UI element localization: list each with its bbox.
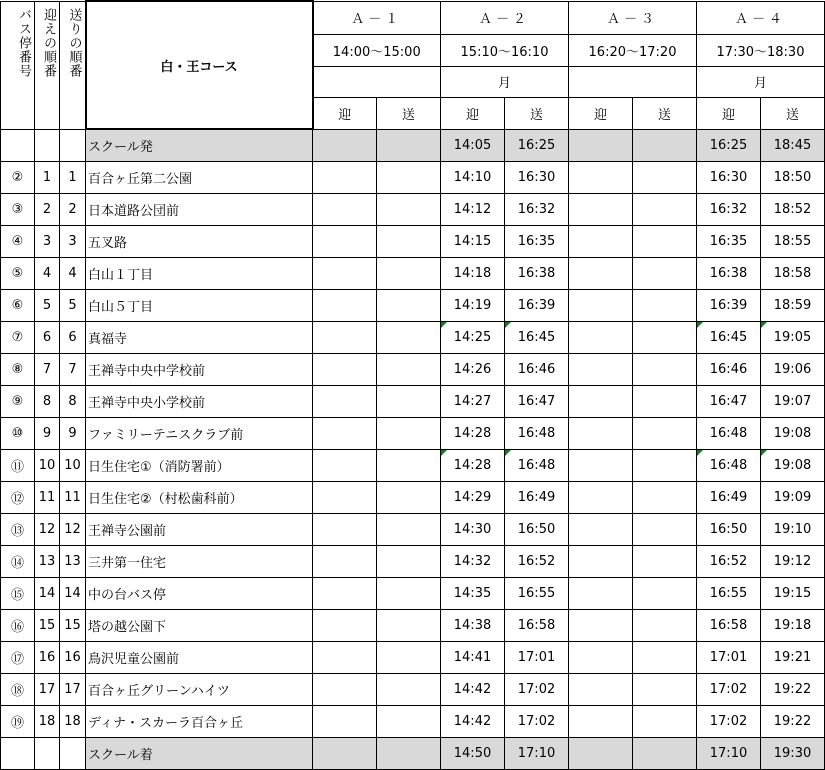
time-cell	[569, 609, 633, 641]
time-cell	[633, 513, 697, 545]
drop-order	[60, 737, 86, 769]
slot-a1-days	[313, 66, 441, 97]
stop-row	[1, 161, 825, 193]
time-cell	[633, 193, 697, 225]
slot-a3-pickup-label: 迎	[569, 97, 633, 129]
pickup-order: 16	[35, 641, 60, 673]
slot-a3-drop-label: 送	[633, 97, 697, 129]
time-cell	[377, 641, 441, 673]
time-cell: 16:55	[505, 577, 569, 609]
time-cell: 19:18	[761, 609, 825, 641]
time-cell: 16:50	[697, 513, 761, 545]
time-cell: 17:10	[505, 737, 569, 769]
time-cell: 14:25	[441, 321, 505, 353]
time-cell	[377, 449, 441, 481]
stop-row	[1, 513, 825, 545]
time-cell	[569, 737, 633, 769]
stop-row	[1, 225, 825, 257]
time-cell: 19:09	[761, 481, 825, 513]
time-cell: 19:07	[761, 385, 825, 417]
time-cell	[569, 193, 633, 225]
time-cell	[313, 737, 377, 769]
time-cell	[633, 673, 697, 705]
drop-order: 4	[60, 257, 86, 289]
time-cell	[377, 257, 441, 289]
time-cell	[633, 417, 697, 449]
bus-stop-number: ④	[1, 225, 35, 257]
pickup-order: 10	[35, 449, 60, 481]
time-cell	[313, 513, 377, 545]
pickup-order: 3	[35, 225, 60, 257]
slot-a4-time: 17:30～18:30	[697, 34, 825, 66]
bus-stop-number: ⑦	[1, 321, 35, 353]
bus-stop-number: ⑤	[1, 257, 35, 289]
time-cell: 18:52	[761, 193, 825, 225]
time-cell	[569, 449, 633, 481]
time-cell: 14:42	[441, 705, 505, 737]
time-cell: 16:47	[505, 385, 569, 417]
bus-stop-number: ⑩	[1, 417, 35, 449]
stop-name: 真福寺	[86, 321, 313, 353]
time-cell	[377, 705, 441, 737]
time-cell: 19:08	[761, 417, 825, 449]
slot-a3-name: Ａ－３	[569, 1, 697, 34]
time-cell	[569, 417, 633, 449]
time-cell	[633, 609, 697, 641]
time-cell	[313, 353, 377, 385]
time-cell	[377, 289, 441, 321]
time-cell	[633, 385, 697, 417]
time-cell: 19:08	[761, 449, 825, 481]
stop-row	[1, 129, 825, 161]
bus-stop-number: ⑫	[1, 481, 35, 513]
time-cell	[377, 161, 441, 193]
stop-name: 日本道路公団前	[86, 193, 313, 225]
bus-stop-number-header: バス停番号	[1, 1, 35, 129]
time-cell	[313, 193, 377, 225]
time-cell	[633, 129, 697, 161]
slot-a3-time: 16:20～17:20	[569, 34, 697, 66]
time-cell: 16:50	[505, 513, 569, 545]
time-cell: 16:38	[505, 257, 569, 289]
course-title: 白・王コース	[86, 1, 313, 129]
time-cell: 16:47	[697, 385, 761, 417]
bus-stop-number: ⑧	[1, 353, 35, 385]
stop-row	[1, 545, 825, 577]
time-cell	[569, 225, 633, 257]
time-cell	[377, 513, 441, 545]
time-cell: 14:28	[441, 449, 505, 481]
pickup-order: 4	[35, 257, 60, 289]
bus-stop-number	[1, 129, 35, 161]
time-cell	[633, 481, 697, 513]
time-cell: 18:55	[761, 225, 825, 257]
bus-stop-number	[1, 737, 35, 769]
time-cell: 17:10	[697, 737, 761, 769]
time-cell: 19:22	[761, 705, 825, 737]
time-cell	[377, 673, 441, 705]
stop-name: 白山１丁目	[86, 257, 313, 289]
drop-order: 10	[60, 449, 86, 481]
stop-row	[1, 481, 825, 513]
time-cell	[313, 385, 377, 417]
stop-name: 王禅寺中央小学校前	[86, 385, 313, 417]
stop-name: ファミリーテニスクラブ前	[86, 417, 313, 449]
time-cell: 14:12	[441, 193, 505, 225]
time-cell: 16:45	[697, 321, 761, 353]
slot-a2-name: Ａ－２	[441, 1, 569, 34]
time-cell: 16:32	[505, 193, 569, 225]
time-cell: 18:59	[761, 289, 825, 321]
stop-row	[1, 417, 825, 449]
pickup-order: 14	[35, 577, 60, 609]
time-cell	[313, 257, 377, 289]
time-cell	[569, 673, 633, 705]
time-cell	[313, 705, 377, 737]
time-cell	[569, 129, 633, 161]
time-cell	[377, 545, 441, 577]
time-cell: 16:52	[505, 545, 569, 577]
time-cell	[633, 225, 697, 257]
stop-name: 三井第一住宅	[86, 545, 313, 577]
time-cell: 17:01	[697, 641, 761, 673]
time-cell: 16:48	[697, 449, 761, 481]
stop-row	[1, 737, 825, 769]
bus-stop-number: ⑱	[1, 673, 35, 705]
stop-name: 鳥沢児童公園前	[86, 641, 313, 673]
time-cell: 16:35	[505, 225, 569, 257]
drop-order: 8	[60, 385, 86, 417]
time-cell: 16:30	[697, 161, 761, 193]
time-cell: 14:30	[441, 513, 505, 545]
time-cell	[313, 641, 377, 673]
stop-row	[1, 577, 825, 609]
drop-order: 15	[60, 609, 86, 641]
time-cell	[377, 609, 441, 641]
pickup-order: 18	[35, 705, 60, 737]
stop-name: 白山５丁目	[86, 289, 313, 321]
time-cell	[313, 577, 377, 609]
bus-stop-number: ⑰	[1, 641, 35, 673]
time-cell	[377, 225, 441, 257]
stop-name: 塔の越公園下	[86, 609, 313, 641]
pickup-order: 1	[35, 161, 60, 193]
time-cell	[633, 449, 697, 481]
drop-order: 1	[60, 161, 86, 193]
stop-name: 中の台バス停	[86, 577, 313, 609]
drop-order: 16	[60, 641, 86, 673]
time-cell	[313, 481, 377, 513]
slot-a2-pickup-label: 迎	[441, 97, 505, 129]
time-cell: 14:05	[441, 129, 505, 161]
time-cell	[569, 385, 633, 417]
time-cell: 19:30	[761, 737, 825, 769]
stop-name: 五叉路	[86, 225, 313, 257]
stop-row	[1, 353, 825, 385]
time-cell	[313, 609, 377, 641]
pickup-order: 9	[35, 417, 60, 449]
time-cell	[569, 705, 633, 737]
pickup-order-header: 迎えの順番	[35, 1, 60, 129]
pickup-order: 17	[35, 673, 60, 705]
stop-row	[1, 449, 825, 481]
time-cell	[569, 289, 633, 321]
stop-row	[1, 609, 825, 641]
pickup-order: 12	[35, 513, 60, 545]
header-rows	[1, 1, 825, 129]
time-cell: 16:35	[697, 225, 761, 257]
time-cell	[313, 417, 377, 449]
stop-row	[1, 385, 825, 417]
pickup-order: 5	[35, 289, 60, 321]
time-cell: 16:39	[505, 289, 569, 321]
time-cell	[313, 673, 377, 705]
time-cell: 16:45	[505, 321, 569, 353]
drop-order-header: 送りの順番	[60, 1, 86, 129]
pickup-order: 7	[35, 353, 60, 385]
stop-row	[1, 321, 825, 353]
time-cell	[313, 225, 377, 257]
time-cell	[633, 737, 697, 769]
time-cell	[633, 161, 697, 193]
time-cell: 16:25	[697, 129, 761, 161]
drop-order: 12	[60, 513, 86, 545]
time-cell	[377, 353, 441, 385]
slot-a1-time: 14:00～15:00	[313, 34, 441, 66]
slot-a4-pickup-label: 迎	[697, 97, 761, 129]
time-cell: 16:48	[505, 449, 569, 481]
bus-stop-number: ⑮	[1, 577, 35, 609]
stop-name: 百合ヶ丘グリーンハイツ	[86, 673, 313, 705]
drop-order: 17	[60, 673, 86, 705]
time-cell	[377, 129, 441, 161]
time-cell: 14:27	[441, 385, 505, 417]
drop-order: 13	[60, 545, 86, 577]
pickup-order: 8	[35, 385, 60, 417]
time-cell	[377, 193, 441, 225]
time-cell: 16:48	[505, 417, 569, 449]
pickup-order: 11	[35, 481, 60, 513]
time-cell: 17:01	[505, 641, 569, 673]
time-cell	[377, 481, 441, 513]
bus-stop-number: ⑥	[1, 289, 35, 321]
stop-row	[1, 673, 825, 705]
time-cell	[569, 321, 633, 353]
time-cell	[313, 161, 377, 193]
drop-order: 2	[60, 193, 86, 225]
time-cell	[633, 289, 697, 321]
bus-stop-number: ⑪	[1, 449, 35, 481]
bus-stop-number: ②	[1, 161, 35, 193]
time-cell	[633, 577, 697, 609]
time-cell: 14:29	[441, 481, 505, 513]
time-cell	[569, 257, 633, 289]
bus-stop-number: ⑬	[1, 513, 35, 545]
pickup-order	[35, 737, 60, 769]
pickup-order: 15	[35, 609, 60, 641]
time-cell: 14:42	[441, 673, 505, 705]
time-cell: 16:39	[697, 289, 761, 321]
bus-stop-number: ③	[1, 193, 35, 225]
time-cell: 17:02	[505, 705, 569, 737]
bus-stop-number: ⑲	[1, 705, 35, 737]
time-cell: 19:10	[761, 513, 825, 545]
stop-row	[1, 257, 825, 289]
time-cell	[633, 321, 697, 353]
pickup-order: 13	[35, 545, 60, 577]
stop-name: 日生住宅①（消防署前）	[86, 449, 313, 481]
bus-stop-number: ⑭	[1, 545, 35, 577]
stop-name: ディナ・スカーラ百合ヶ丘	[86, 705, 313, 737]
stop-name: スクール発	[86, 129, 313, 161]
stop-name: 王禅寺公園前	[86, 513, 313, 545]
time-cell: 16:55	[697, 577, 761, 609]
time-cell	[569, 545, 633, 577]
slot-a1-drop-label: 送	[377, 97, 441, 129]
time-cell	[569, 641, 633, 673]
time-cell: 19:05	[761, 321, 825, 353]
time-cell	[377, 321, 441, 353]
time-cell: 19:06	[761, 353, 825, 385]
time-cell: 18:58	[761, 257, 825, 289]
time-cell: 14:10	[441, 161, 505, 193]
time-cell	[569, 353, 633, 385]
time-cell: 17:02	[697, 705, 761, 737]
time-cell	[569, 481, 633, 513]
pickup-order: 6	[35, 321, 60, 353]
time-cell	[569, 513, 633, 545]
time-cell	[313, 321, 377, 353]
drop-order: 5	[60, 289, 86, 321]
time-cell	[313, 289, 377, 321]
time-cell: 14:28	[441, 417, 505, 449]
slot-a2-days: 月	[441, 66, 569, 97]
time-cell: 19:12	[761, 545, 825, 577]
time-cell	[377, 577, 441, 609]
slot-a4-name: Ａ－４	[697, 1, 825, 34]
slot-a2-drop-label: 送	[505, 97, 569, 129]
time-cell: 16:49	[505, 481, 569, 513]
slot-a2-time: 15:10～16:10	[441, 34, 569, 66]
drop-order: 6	[60, 321, 86, 353]
stop-name: スクール着	[86, 737, 313, 769]
time-cell: 14:35	[441, 577, 505, 609]
time-cell: 19:21	[761, 641, 825, 673]
time-cell: 14:19	[441, 289, 505, 321]
slot-a4-drop-label: 送	[761, 97, 825, 129]
drop-order: 18	[60, 705, 86, 737]
time-cell	[633, 705, 697, 737]
time-cell	[313, 129, 377, 161]
time-cell: 17:02	[505, 673, 569, 705]
time-cell	[633, 257, 697, 289]
time-cell	[633, 353, 697, 385]
slot-a4-days: 月	[697, 66, 825, 97]
time-cell: 18:45	[761, 129, 825, 161]
time-cell: 14:41	[441, 641, 505, 673]
time-cell: 14:50	[441, 737, 505, 769]
time-cell	[569, 161, 633, 193]
time-cell: 14:32	[441, 545, 505, 577]
stop-rows	[1, 129, 825, 769]
time-cell: 16:38	[697, 257, 761, 289]
time-cell: 19:22	[761, 673, 825, 705]
time-cell	[377, 737, 441, 769]
time-cell: 19:15	[761, 577, 825, 609]
bus-stop-number: ⑨	[1, 385, 35, 417]
stop-name: 日生住宅②（村松歯科前）	[86, 481, 313, 513]
time-cell: 16:46	[697, 353, 761, 385]
time-cell: 14:18	[441, 257, 505, 289]
time-cell: 17:02	[697, 673, 761, 705]
drop-order: 11	[60, 481, 86, 513]
time-cell: 16:58	[505, 609, 569, 641]
stop-row	[1, 289, 825, 321]
stop-row	[1, 193, 825, 225]
stop-name: 百合ヶ丘第二公園	[86, 161, 313, 193]
pickup-order: 2	[35, 193, 60, 225]
time-cell	[377, 417, 441, 449]
time-cell: 14:26	[441, 353, 505, 385]
time-cell: 16:52	[697, 545, 761, 577]
drop-order	[60, 129, 86, 161]
drop-order: 9	[60, 417, 86, 449]
time-cell	[569, 577, 633, 609]
time-cell	[633, 641, 697, 673]
pickup-order	[35, 129, 60, 161]
stop-row	[1, 641, 825, 673]
time-cell	[377, 385, 441, 417]
time-cell: 16:30	[505, 161, 569, 193]
time-cell: 16:32	[697, 193, 761, 225]
drop-order: 14	[60, 577, 86, 609]
time-cell	[633, 545, 697, 577]
time-cell: 14:15	[441, 225, 505, 257]
stop-row	[1, 705, 825, 737]
slot-a3-days	[569, 66, 697, 97]
time-cell: 16:48	[697, 417, 761, 449]
time-cell: 16:58	[697, 609, 761, 641]
drop-order: 3	[60, 225, 86, 257]
time-cell	[313, 545, 377, 577]
stop-name: 王禅寺中央中学校前	[86, 353, 313, 385]
time-cell: 16:46	[505, 353, 569, 385]
drop-order: 7	[60, 353, 86, 385]
bus-stop-number: ⑯	[1, 609, 35, 641]
time-cell: 16:25	[505, 129, 569, 161]
slot-a1-name: Ａ－１	[313, 1, 441, 34]
slot-a1-pickup-label: 迎	[313, 97, 377, 129]
time-cell: 18:50	[761, 161, 825, 193]
time-cell: 14:38	[441, 609, 505, 641]
time-cell	[313, 449, 377, 481]
time-cell: 16:49	[697, 481, 761, 513]
